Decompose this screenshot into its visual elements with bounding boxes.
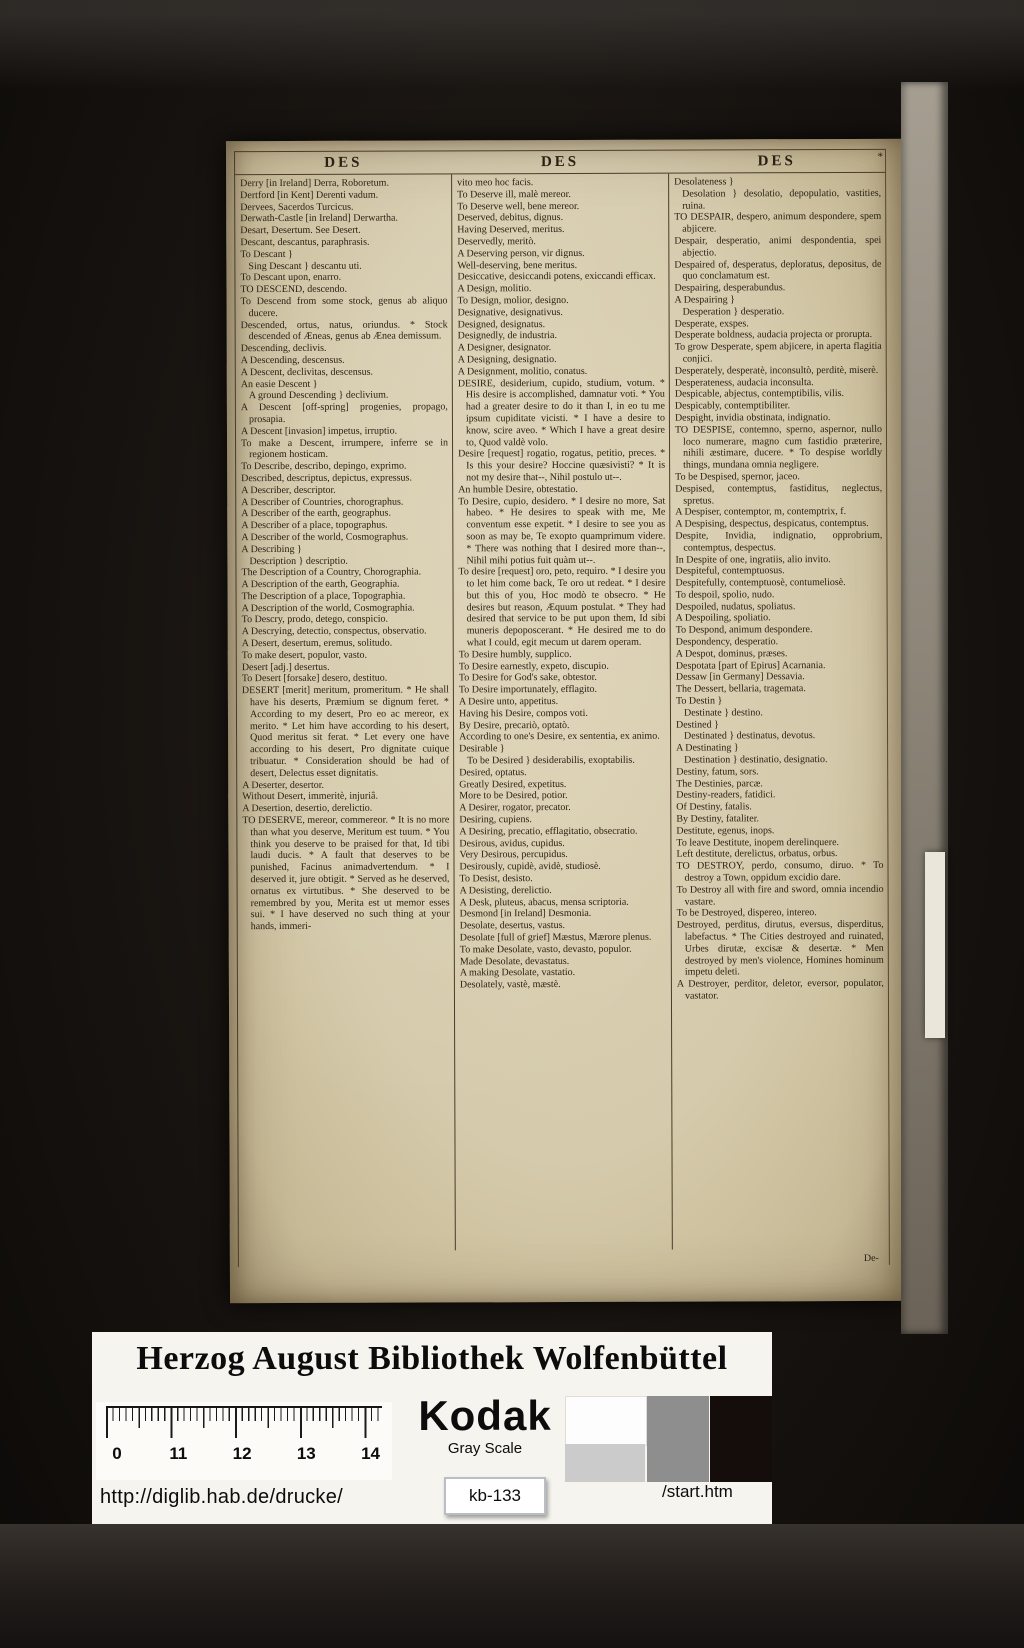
gray-scale-label: Gray Scale: [447, 1440, 523, 1457]
dictionary-entry: A Desert, desertum, eremus, solitudo.: [241, 637, 393, 650]
dictionary-entry: To Deserve well, bene mereor.: [457, 200, 580, 212]
dictionary-entry: To Destroy all with fire and sword, omnia incendio vastare.: [676, 883, 884, 908]
dictionary-entry: To Desire humbly, supplico.: [458, 648, 572, 661]
dictionary-entry: Desirously, cupidè, avidè, studiosè.: [459, 861, 601, 873]
ruler-number: 14: [361, 1444, 380, 1463]
dictionary-entry: A Design, molitio.: [457, 283, 532, 295]
dictionary-entry: Despoiled, nudatus, spoliatus.: [675, 600, 796, 613]
dictionary-entry: A Desertion, desertio, derelictio.: [242, 802, 373, 815]
dictionary-entry: Designed, designatus.: [457, 318, 546, 330]
dictionary-entry: Described, descriptus, depictus, expressus.: [241, 472, 412, 485]
dictionary-entry: Desperate boldness, audacia projecta or prorupta.: [674, 329, 873, 341]
dictionary-entry: To be Despised, spernor, jaceo.: [675, 471, 800, 483]
dictionary-entry: A Descrying, detectio, conspectus, observatio.: [241, 625, 427, 638]
page-edge-tab: [925, 852, 945, 1038]
dictionary-entry: Desolately, vastè, mæstè.: [459, 979, 561, 991]
dictionary-entry: TO DESPAIR, despero, animum despondere, spem abjicere.: [674, 211, 882, 235]
dictionary-entry: A Descent [off-spring] progenies, propago, prosapia.: [240, 401, 448, 426]
running-title-row: [235, 149, 885, 175]
dictionary-entry: To make Desolate, vasto, devasto, populor.: [459, 943, 632, 956]
running-title-des: DES: [324, 154, 363, 171]
dictionary-entry: The Dessert, bellaria, tragemata.: [675, 683, 806, 695]
dictionary-entry: To Descend from some stock, genus ab aliquo ducere.: [240, 295, 448, 319]
dictionary-entry: To Descant upon, enarro.: [240, 272, 342, 284]
dictionary-entry: TO DESERVE, mereor, commereor. * It is no more than what you deserve, Meritum est tuum. * You think you deserve to be praised for that, Id tibi laudi ducis. * A fault that deserves to be punished, Facinus animadvertendum. * I deserved it, jure obtigit. * Served as he deserved, ornatus ex virtutibus. * She deserved to be remembred by you, Merita est ut memor esses sui. * I have deserved no such thing at your hands, immeri-: [242, 814, 450, 933]
dictionary-entry: The Description of a Country, Chorographia.: [241, 566, 422, 579]
dictionary-entry: DESERT [merit] meritum, promeritum. * He shall have his deserts, Præmium se dignum feret. * According to my desert, Pro eo ac mereor, ex merito. * Let him have according to his desert, Quod meritus sit ferat. * Let every one have according to his desert, Pro dignitate cuique tribuatur. * Consideration should be had of desert, Delectus esset dignitatis.: [241, 684, 450, 779]
dictionary-entry: A Describing } Description } descriptio.: [241, 543, 348, 567]
dictionary-entry: A Describer of Countries, chorographus.: [241, 496, 404, 508]
start-link[interactable]: /start.htm: [662, 1482, 733, 1501]
dictionary-column-1: [235, 174, 455, 1251]
dictionary-entry: To leave Destitute, inopem derelinquere.: [676, 836, 840, 849]
dictionary-entry: Well-deserving, bene meritus.: [457, 259, 578, 271]
dictionary-entry: To Desire importunately, efflagito.: [458, 684, 598, 696]
dictionary-entry: Derwath-Castle [in Ireland] Derwartha.: [240, 212, 398, 225]
dictionary-entry: In Despite of one, ingratiis, alio invito.: [675, 553, 831, 566]
digitization-url: http://diglib.hab.de/drucke/: [100, 1486, 343, 1508]
dictionary-entry: A Despoiling, spoliatio.: [675, 612, 771, 625]
bottom-strip: [0, 1524, 1024, 1648]
dictionary-entry: Having his Desire, compos voti.: [458, 707, 588, 720]
dictionary-entry: A Designment, molitio, conatus.: [457, 365, 588, 378]
dictionary-entry: To Desire for God's sake, obtestor.: [458, 672, 597, 684]
dictionary-entry: Destroyed, perditus, dirutus, eversus, disperditus, labefactus. * The Cities destroyed and ruinated, Urbes dirutæ, excisæ & desertæ. * Men destroyed by men's violence, Homines hominum impetu deleti.: [676, 919, 884, 978]
dictionary-entry: Despairing, desperabundus.: [674, 282, 786, 294]
dictionary-entry: Despotata [part of Epirus] Acarnania.: [675, 659, 826, 672]
dictionary-column-2: [451, 174, 672, 1251]
dictionary-entry: Desire [request] rogatio, rogatus, petitio, preces. * Is this your desire? Hoccine quæsivisti? * It is not my desire that--, Nihil postulo ut--.: [458, 447, 666, 484]
book-fore-edge: [901, 82, 948, 1334]
dictionary-entry: An easie Descent } A ground Descending } declivium.: [240, 378, 389, 402]
dictionary-entry: Desert [adj.] desertus.: [241, 661, 330, 673]
dictionary-entry: Despiteful, contemptuosus.: [675, 565, 785, 577]
dictionary-entry: Dessaw [in Germany] Dessavia.: [675, 671, 805, 684]
gray-scale-patch-white: [565, 1396, 647, 1446]
dictionary-entry: A Description of the earth, Geographia.: [241, 578, 400, 591]
dictionary-entry: To Desist, desisto.: [459, 873, 533, 885]
signature-mark: *: [877, 150, 884, 163]
dictionary-entry: A Describer, descriptor.: [241, 484, 336, 496]
dictionary-entry: DESIRE, desiderium, cupido, studium, votum. * His desire is accomplished, damnatur voti. * You had a greater desire to do it than I, in eo tu me ipsum cupiditate vicisti. * I have a desire to know, scire aveo. * Which I have a great desire to, Quod valdè volo.: [457, 377, 666, 448]
dictionary-entry: Despair, desperatio, animi despondentia, spei abjectio.: [674, 234, 882, 259]
ruler-number: 11: [169, 1444, 188, 1463]
gray-scale-patch-dark: [710, 1396, 772, 1482]
dictionary-entry: To Descry, prodo, detego, conspicio.: [241, 614, 389, 626]
dictionary-column-3: [668, 173, 889, 1250]
dictionary-entry: Despite, Invidia, indignatio, opprobrium, contemptus, despectus.: [675, 529, 883, 554]
dictionary-entry: To Destin } Destinate } destino.: [675, 695, 763, 719]
dictionary-entry: According to one's Desire, ex sententia, ex animo.: [459, 731, 660, 743]
dictionary-entry: Deservedly, meritò.: [457, 236, 536, 248]
dictionary-entry: Despised, contemptus, fastiditus, neglectus, spretus.: [675, 482, 883, 507]
dictionary-entry: Dervees, Sacerdos Turcicus.: [240, 201, 354, 213]
dictionary-entry: TO DESPISE, contemno, sperno, aspernor, nullo loco numerare, magno cum fastidio præterire, nihili æstimare, ducere. * To despise worldly things, mundana omnia negligere.: [674, 423, 883, 471]
dictionary-entry: A Destinating } Destination } destinatio, designatio.: [676, 742, 828, 766]
dictionary-entry: To Deserve ill, malè mereor.: [457, 188, 571, 201]
dictionary-entry: Very Desirous, percupidus.: [459, 849, 568, 861]
dictionary-entry: Destitute, egenus, inops.: [676, 825, 775, 837]
dictionary-entry: Destiny, fatum, sors.: [676, 766, 759, 778]
dictionary-entry: Greatly Desired, expetitus.: [459, 778, 567, 791]
dictionary-entry: Desmond [in Ireland] Desmonia.: [459, 908, 592, 920]
dictionary-entry: A Designing, designatio.: [457, 353, 557, 366]
dictionary-entry: A Descent [invasion] impetus, irruptio.: [240, 425, 398, 437]
dictionary-entry: To Despond, animum despondere.: [675, 624, 813, 636]
dictionary-entry: A Desisting, derelictio.: [459, 884, 552, 897]
dictionary-entry: A Deserter, desertor.: [242, 779, 325, 791]
dictionary-entry: Desirable } To be Desired } desiderabilis, exoptabilis.: [459, 743, 635, 767]
dictionary-entry: A Despiser, contemptor, m, contemptrix, f.: [675, 506, 847, 518]
dictionary-entry: To grow Desperate, spem abjicere, in aperta flagitia conjici.: [674, 341, 882, 365]
dictionary-entry: A Descent, declivitas, descensus.: [240, 366, 373, 378]
ruler-number: 12: [232, 1444, 252, 1463]
scanned-page: [226, 139, 906, 1303]
dictionary-entry: Designative, designativus.: [457, 306, 563, 319]
dictionary-entry: To Design, molior, designo.: [457, 294, 569, 307]
dictionary-entry: Dertford [in Kent] Derenti vadum.: [240, 189, 379, 201]
digitization-footer: [92, 1332, 772, 1524]
dictionary-entry: Desolateness } Desolation } desolatio, depopulatio, vastities, ruina.: [674, 176, 882, 212]
dictionary-entry: A making Desolate, vastatio.: [459, 967, 576, 979]
dictionary-entry: Desolate [full of grief] Mæstus, Mærore plenus.: [459, 931, 652, 944]
text-block: [234, 149, 890, 1267]
library-name: Herzog August Bibliothek Wolfenbüttel: [136, 1340, 728, 1377]
dictionary-entry: Desperate, exspes.: [674, 317, 749, 330]
dictionary-entry: To be Destroyed, dispereo, intereo.: [676, 907, 817, 920]
dictionary-entry: A Designer, designator.: [457, 342, 552, 354]
running-title-des: DES: [757, 153, 796, 170]
dictionary-entry: To Descant } Sing Descant } descantu uti.: [240, 248, 362, 272]
dictionary-entry: Left destitute, derelictus, orbatus, orbus.: [676, 848, 838, 861]
dictionary-entry: Desired, optatus.: [459, 766, 527, 779]
dictionary-entry: Having Deserved, meritus.: [457, 224, 565, 236]
shelfmark-link[interactable]: kb-133: [444, 1477, 546, 1515]
dictionary-entry: Desirous, avidus, cupidus.: [459, 837, 565, 849]
catchword: De-: [863, 1252, 879, 1264]
dictionary-entry: Despitefully, contemptuosè, contumeliosè.: [675, 577, 846, 589]
dictionary-entry: Of Destiny, fatalis.: [676, 801, 752, 813]
dictionary-entry: Made Desolate, devastatus.: [459, 955, 570, 967]
dictionary-entry: Derry [in Ireland] Derra, Roboretum.: [240, 177, 389, 190]
dictionary-entry: A Despot, dominus, præses.: [675, 648, 788, 660]
dictionary-entry: Without Desert, immeritè, injuriâ.: [242, 791, 378, 803]
dictionary-entry: Descended, ortus, natus, oriundus. * Stock descended of Æneas, genus ab Ænea demissum.: [240, 318, 448, 343]
dictionary-entry: A Description of the world, Cosmographia.: [241, 602, 415, 614]
dictionary-entry: To Desert [forsake] desero, destituo.: [241, 673, 388, 685]
dictionary-entry: A Desire unto, appetitus.: [458, 696, 559, 708]
dictionary-entry: To make desert, populor, vasto.: [241, 649, 368, 662]
dictionary-entry: A Describer of the world, Cosmographus.: [241, 531, 409, 544]
ruler-number: 13: [296, 1444, 316, 1463]
dictionary-entry: Desperately, desperatè, inconsultò, perditè, miserè.: [674, 364, 879, 377]
dictionary-entry: A Desiring, precatio, efflagitatio, obsecratio.: [459, 825, 638, 838]
dictionary-entry: A Deserving person, vir dignus.: [457, 247, 585, 260]
dictionary-entry: Descant, descantus, paraphrasis.: [240, 236, 370, 249]
dictionary-entry: Descending, declivis.: [240, 342, 327, 355]
dictionary-entry: A Desirer, rogator, precator.: [459, 802, 571, 814]
dictionary-entry: A Descending, descensus.: [240, 354, 345, 367]
dictionary-entry: An humble Desire, obtestatio.: [458, 483, 578, 496]
kodak-gray-scale: [400, 1394, 570, 1457]
dictionary-entry: Despicably, contemptibiliter.: [674, 400, 791, 412]
dictionary-entry: Despaired of, desperatus, deploratus, depositus, de quo conclamatum est.: [674, 258, 882, 282]
running-title-des: DES: [540, 153, 580, 171]
dictionary-entry: Desart, Desertum. See Desert.: [240, 224, 361, 237]
dictionary-entry: Designedly, de industria.: [457, 330, 558, 342]
dictionary-entry: vito meo hoc facis.: [457, 177, 534, 189]
dictionary-entry: A Describer of the earth, geographus.: [241, 507, 391, 520]
dictionary-entry: To desire [request] oro, peto, requiro. * I desire you to let him come back, Te oro ut redeat. * I desire but this of you, Hoc modò te obsecro. * He desires but reason, Æquum postulat. * They had desired that service to be put upon them, Id sibi muneris depoposcerant. * He desired me to do what I could, egit mecum ut darem operam.: [458, 565, 666, 649]
ruler-numbers: [96, 1438, 392, 1464]
dictionary-entry: TO DESTROY, perdo, consumo, diruo. * To destroy a Town, oppidum excidio dare.: [676, 860, 884, 884]
dictionary-entry: Destiny-readers, fatidici.: [676, 789, 776, 802]
dictionary-entry: Desolate, desertus, vastus.: [459, 920, 565, 932]
ruler-ticks: [106, 1406, 382, 1438]
dictionary-entry: To Describe, describo, depingo, exprimo.: [241, 460, 407, 473]
kodak-logo: Kodak: [418, 1392, 552, 1439]
dictionary-entry: By Desire, precariò, optatò.: [458, 719, 570, 732]
gray-scale-patch-light: [565, 1444, 645, 1482]
dictionary-entry: More to be Desired, potior.: [459, 790, 568, 802]
dictionary-entry: Desiccative, desiccandi potens, exiccandi efficax.: [457, 271, 656, 283]
dictionary-entry: To Desire earnestly, expeto, discupio.: [458, 660, 609, 673]
dictionary-entry: The Description of a place, Topographia.: [241, 590, 406, 603]
dictionary-entry: Despicable, abjectus, contemptibilis, vilis.: [674, 388, 845, 400]
dictionary-entry: Desperateness, audacia inconsulta.: [674, 376, 814, 389]
dictionary-entry: The Destinies, parcæ.: [676, 777, 763, 790]
ruler-number: 0: [112, 1444, 122, 1463]
dictionary-entry: Despondency, desperatio.: [675, 636, 779, 648]
dictionary-entry: To Desire, cupio, desidero. * I desire no more, Sat habeo. * He desires to speak with me, Me conventum esse expetit. * I desire to see you as soon as may be, Te exopto quamprimum videre. * There was nothing that I desired more than--, Nihil mihi potius fuit quàm ut--.: [458, 495, 666, 566]
dictionary-entry: Deserved, debitus, dignus.: [457, 212, 564, 224]
measurement-ruler: [96, 1402, 392, 1480]
gray-scale-patch-mid: [647, 1396, 709, 1482]
dictionary-entry: A Despairing } Desperation } desperatio.: [674, 294, 785, 318]
dictionary-entry: A Destroyer, perditor, deletor, eversor, populator, vastator.: [676, 978, 884, 1002]
dictionary-entry: To despoil, spolio, nudo.: [675, 589, 775, 601]
dictionary-columns: [235, 173, 889, 1251]
dictionary-entry: A Despising, despectus, despicatus, contemptus.: [675, 518, 869, 530]
dictionary-entry: Destined } Destinated } destinatus, devotus.: [675, 719, 816, 743]
dictionary-entry: TO DESCEND, descendo.: [240, 283, 347, 296]
dictionary-entry: A Describer of a place, topographus.: [241, 519, 388, 532]
dictionary-entry: A Desk, pluteus, abacus, mensa scriptoria.: [459, 896, 629, 908]
dictionary-entry: Despight, invidia obstinata, indignatio.: [674, 412, 831, 424]
dictionary-entry: To make a Descent, irrumpere, inferre se in regionem hosticam.: [241, 436, 449, 461]
dictionary-entry: Desiring, cupiens.: [459, 814, 532, 826]
dictionary-entry: By Destiny, fataliter.: [676, 813, 760, 825]
